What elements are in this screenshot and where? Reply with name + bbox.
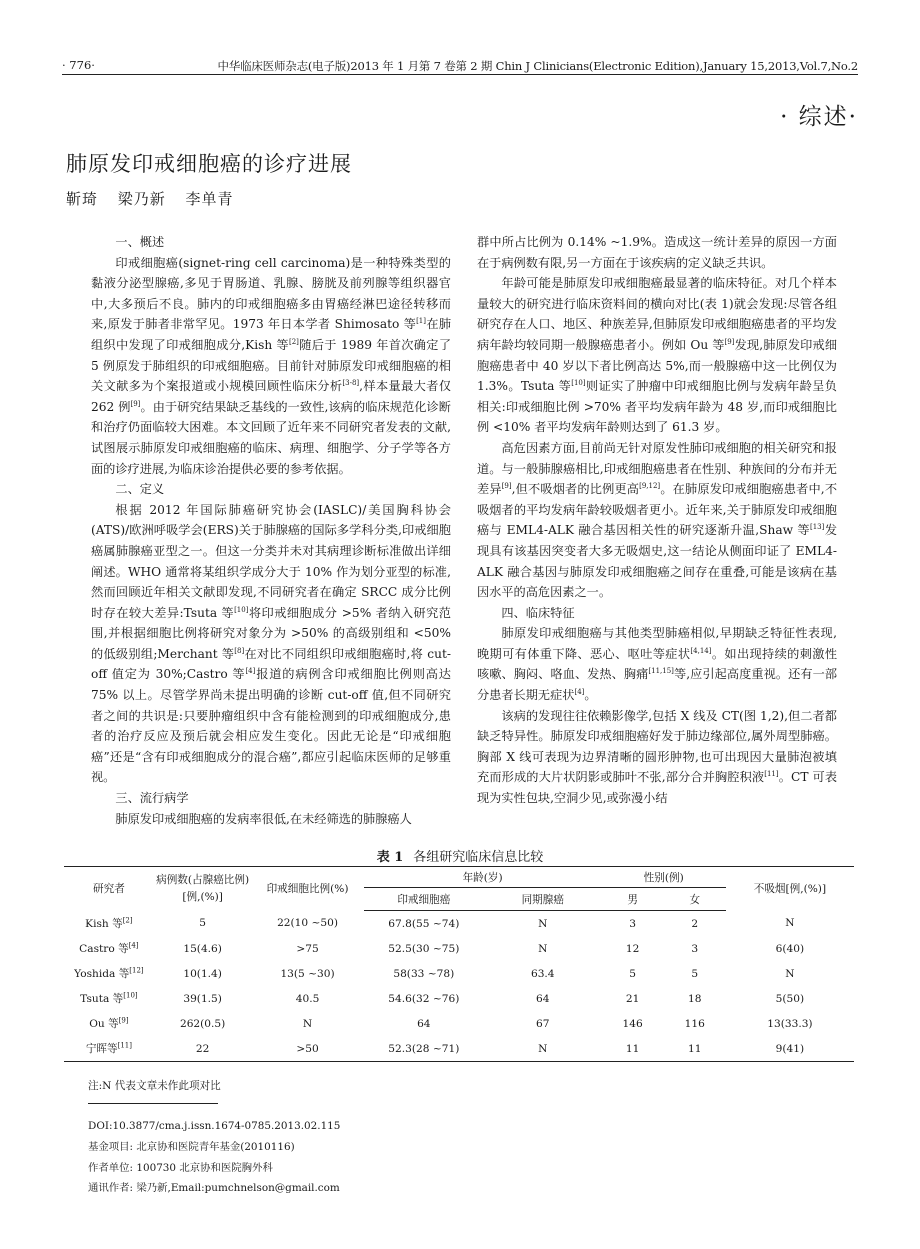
footnotes [88,1116,340,1199]
cell-age-src: 67.8(55 ~74) [388,917,460,930]
cell-ns: 5(50) [775,992,805,1005]
th-male: 男 [602,888,664,911]
th-female: 女 [664,888,726,911]
table-row [64,961,854,986]
table-number: 表 1 [376,850,404,865]
section-heading: 三、流行病学 [115,791,189,806]
citation-ref: [12] [129,966,144,975]
paragraph: 肺原发印戒细胞癌与其他类型肺癌相似,早期缺乏特征性表现,晚期可有体重下降、恶心、呕吐等症状[4,14]。如出现持续的刺激性咳嗽、胸闷、咯血、发热、胸痛[11,15]等,应引起高度重视。还有一部分患者长期无症状[4]。 [477,626,838,703]
cell-m: 146 [622,1017,643,1030]
cell-m: 12 [625,942,640,955]
cell-ratio: N [302,1017,313,1030]
th-sex: 性别(例) [602,867,726,888]
th-researcher: 研究者 [64,867,154,911]
page-number: · 776· [62,58,95,72]
citation-ref: [3-8] [342,379,360,388]
cell-ns: N [785,967,795,980]
citation-ref: [10] [123,991,138,1000]
th-age-adeno: 同期腺癌 [484,888,602,911]
th-age: 年龄(岁) [364,867,602,888]
clinical-info-table [64,866,854,1062]
citation-ref: [4] [128,941,139,950]
body-column-left [91,232,451,829]
table-row [64,986,854,1011]
paragraph: 根据 2012 年国际肺癌研究协会(IASLC)/美国胸科协会(ATS)/欧洲呼吸学会(ERS)关于肺腺癌的国际多学科分类,印戒细胞癌属肺腺癌亚型之一。但这一分类并未对其病理诊断标准做出详细阐述。WHO 通常将某组织学成分大于 10% 作为划分亚型的标准,然而回顾近年相关文献即发现,不同研究者在确定 SRCC 成分比例时存在较大差异:Tsuta 等[10]将印戒细胞成分 >5% 者纳入研究范围,并根据细胞比例将研究对象分为 >50% 的高级别组和 <50% 的低级别组;Merchant 等[8]在对比不同组织印戒细胞癌时,将 cut-off 值定为 30%;Castro 等[4]报道的病例含印戒细胞比例则高达 75% 以上。尽管学界尚未提出明确的诊断 cut-off 值,但不同研究者之间的共识是:只要肿瘤组织中含有能检测到的印戒细胞成分,患者的治疗反应及预后就会相应发生变化。因此无论是“印戒细胞癌”还是“含有印戒细胞成分的混合癌”,都应引起临床医师的足够重视。 [91,502,451,785]
column-tag: · 综述· [780,104,858,130]
citation-ref: [9,12] [639,482,661,491]
cell-cases: 10(1.4) [183,967,222,980]
section-heading: 四、临床特征 [501,605,575,620]
cell-ratio: >75 [296,942,319,955]
citation-ref: [11] [764,770,779,779]
citation-ref: [8] [234,646,245,655]
fund-line: 基金项目: 北京协和医院青年基金(2010116) [88,1140,295,1153]
cell-age-src: 64 [417,1017,431,1030]
footnote-rule [88,1103,218,1104]
citation-ref: [9] [118,1016,129,1025]
affiliation-line: 作者单位: 100730 北京协和医院胸外科 [88,1161,273,1174]
cell-m: 5 [629,967,636,980]
cell-ratio: 13(5 ~30) [280,967,335,980]
table-row [64,936,854,961]
article-title: 肺原发印戒细胞癌的诊疗进展 [66,152,352,176]
cell-age-ad: N [484,1036,602,1062]
table-caption-text: 各组研究临床信息比较 [413,850,544,865]
citation-ref: [4] [574,688,585,696]
cell-age-src: 52.3(28 ~71) [364,1036,484,1062]
table-caption [0,846,920,865]
th-cases: 病例数(占腺癌比例)[例,(%)] [154,867,252,911]
journal-citation: 中华临床医师杂志(电子版)2013 年 1 月第 7 卷第 2 期 Chin J Clinicians(Electronic Edition),January 15,2013,Vol.7,No.2 [217,59,858,73]
citation-ref: [2] [288,337,299,346]
cell-ns: N [785,917,795,930]
cell-cases: 22 [154,1036,252,1062]
table-note: 注:N 代表文章未作此项对比 [88,1080,221,1092]
paragraph: 群中所占比例为 0.14% ~1.9%。造成这一统计差异的原因一方面在于病例数有限,另一方面在于该疾病的定义缺乏共识。 [477,235,837,270]
paragraph: 高危因素方面,目前尚无针对原发性肺印戒细胞的相关研究和报道。与一般肺腺癌相比,印戒细胞癌患者在性别、种族间的分布并无差异[9],但不吸烟者的比例更高[9,12]。在肺原发印戒细胞癌患者中,不吸烟者的平均发病年龄较吸烟者更小。近年来,关于肺原发印戒细胞癌与 EML4-ALK 融合基因相关性的研究逐渐升温,Shaw 等[13]发现具有该基因突变者大多无吸烟史,这一结论从侧面印证了 EML4-ALK 融合基因与肺原发印戒细胞癌之间存在重叠,可能是该病在基因水平的高危因素之一。 [477,440,838,600]
cell-f: 18 [688,992,702,1005]
cell-researcher: Castro 等[4] [79,941,139,955]
th-age-src: 印戒细胞癌 [364,888,484,911]
cell-m: 11 [602,1036,664,1062]
cell-m: 3 [629,917,636,930]
author-list: 靳琦 梁乃新 李单青 [66,190,234,208]
cell-cases: 15(4.6) [183,942,222,955]
cell-age-ad: N [538,942,548,955]
table-row [64,1036,854,1062]
section-heading: 二、定义 [115,482,165,497]
citation-ref: [4,14] [690,646,712,655]
cell-f: 3 [691,942,699,955]
cell-researcher: Kish 等[2] [85,916,133,930]
paragraph: 肺原发印戒细胞癌的发病率很低,在未经筛选的肺腺癌人 [115,811,412,826]
citation-ref: [11,15] [648,667,674,676]
table-row [64,911,854,937]
citation-ref: [9] [724,337,735,346]
cell-ratio: 22(10 ~50) [277,917,339,930]
cell-researcher: 宁晖等[11] [64,1036,154,1062]
th-src-ratio: 印戒细胞比例(%) [251,867,363,911]
cell-ns: 6(40) [775,942,805,955]
paragraph: 年龄可能是肺原发印戒细胞癌最显著的临床特征。对几个样本量较大的研究进行临床资料间的横向对比(表 1)就会发现:尽管各组研究存在人口、地区、种族差异,但肺原发印戒细胞癌患者的平均发病年龄均较同期一般腺癌患者小。例如 Ou 等[9]发现,肺原发印戒细胞癌患者中 40 岁以下者比例高达 5%,而一般腺癌中这一比例仅为 1.3%。Tsuta 等[10]则证实了肿瘤中印戒细胞比例与发病年龄呈负相关:印戒细胞比例 >70% 者平均发病年龄为 48 岁,而印戒细胞比例 <10% 者平均发病年龄则达到了 61.3 岁。 [477,276,838,435]
cell-researcher: Yoshida 等[12] [74,966,144,980]
citation-ref: [10] [234,605,249,614]
cell-f: 11 [664,1036,726,1062]
cell-f: 116 [684,1017,705,1030]
cell-age-src: 58(33 ~78) [393,967,455,980]
cell-f: 5 [691,967,699,980]
citation-ref: [10] [571,379,586,388]
citation-ref: [2] [122,916,133,925]
cell-cases: 262(0.5) [179,1017,226,1030]
cell-age-src: 52.5(30 ~75) [388,942,460,955]
cell-cases: 39(1.5) [183,992,222,1005]
section-heading: 一、概述 [115,235,165,249]
cell-ratio: >50 [251,1036,363,1062]
cell-age-src: 54.6(32 ~76) [388,992,460,1005]
citation-ref: [9] [130,399,141,408]
cell-age-ad: 63.4 [530,967,555,980]
citation-ref: [4] [245,667,256,676]
cell-researcher: Tsuta 等[10] [80,991,138,1005]
paragraph: 印戒细胞癌(signet-ring cell carcinoma)是一种特殊类型的黏液分泌型腺癌,多见于胃肠道、乳腺、膀胱及前列腺等组织器官中,大多预后不良。肺内的印戒细胞癌多由胃癌经淋巴途径转移而来,原发于肺者非常罕见。1973 年日本学者 Shimosato 等[1]在肺组织中发现了印戒细胞成分,Kish 等[2]随后于 1989 年首次确定了 5 例原发于肺组织的印戒细胞癌。目前针对肺原发印戒细胞癌的相关文献多为个案报道或小规模回顾性临床分析[3-8],样本量最大者仅 262 例[9]。由于研究结果缺乏基线的一致性,该病的临床规范化诊断和治疗仍面临较大困难。本文回顾了近年来不同研究者发表的文献,试图展示肺原发印戒细胞癌的临床、病理、细胞学、分子学等各方面的诊疗进展,为临床诊治提供必要的参考依据。 [91,255,452,476]
cell-cases: 5 [199,917,206,930]
doi-line: DOI:10.3877/cma.j.issn.1674-0785.2013.02.115 [88,1120,341,1132]
body-column-right [477,232,837,809]
th-nonsmoker: 不吸烟[例,(%)] [726,867,854,911]
cell-age-ad: 64 [536,992,550,1005]
citation-ref: [11] [117,1041,132,1050]
paragraph: 该病的发现往往依赖影像学,包括 X 线及 CT(图 1,2),但二者都缺乏特异性。肺原发印戒细胞癌好发于肺边缘部位,属外周型肺癌。胸部 X 线可表现为边界清晰的圆形肿物,也可出现因大量肺泡被填充而形成的大片状阴影或肺叶不张,部分合并胸腔积液[11]。CT 可表现为实性包块,空洞少见,或弥漫小结 [477,708,838,806]
cell-f: 2 [691,917,699,930]
citation-ref: [1] [416,317,426,326]
citation-ref: [9] [501,482,512,491]
correspondence-line: 通讯作者: 梁乃新,Email:pumchnelson@gmail.com [88,1182,340,1195]
cell-ratio: 40.5 [295,992,320,1005]
cell-ns: 9(41) [726,1036,854,1062]
cell-age-ad: N [538,917,548,930]
cell-ns: 13(33.3) [767,1017,813,1030]
running-header [62,58,858,75]
cell-m: 21 [625,992,640,1005]
table-row [64,1011,854,1036]
citation-ref: [13] [809,523,825,532]
cell-age-ad: 67 [536,1017,550,1030]
cell-researcher: Ou 等[9] [89,1016,129,1030]
